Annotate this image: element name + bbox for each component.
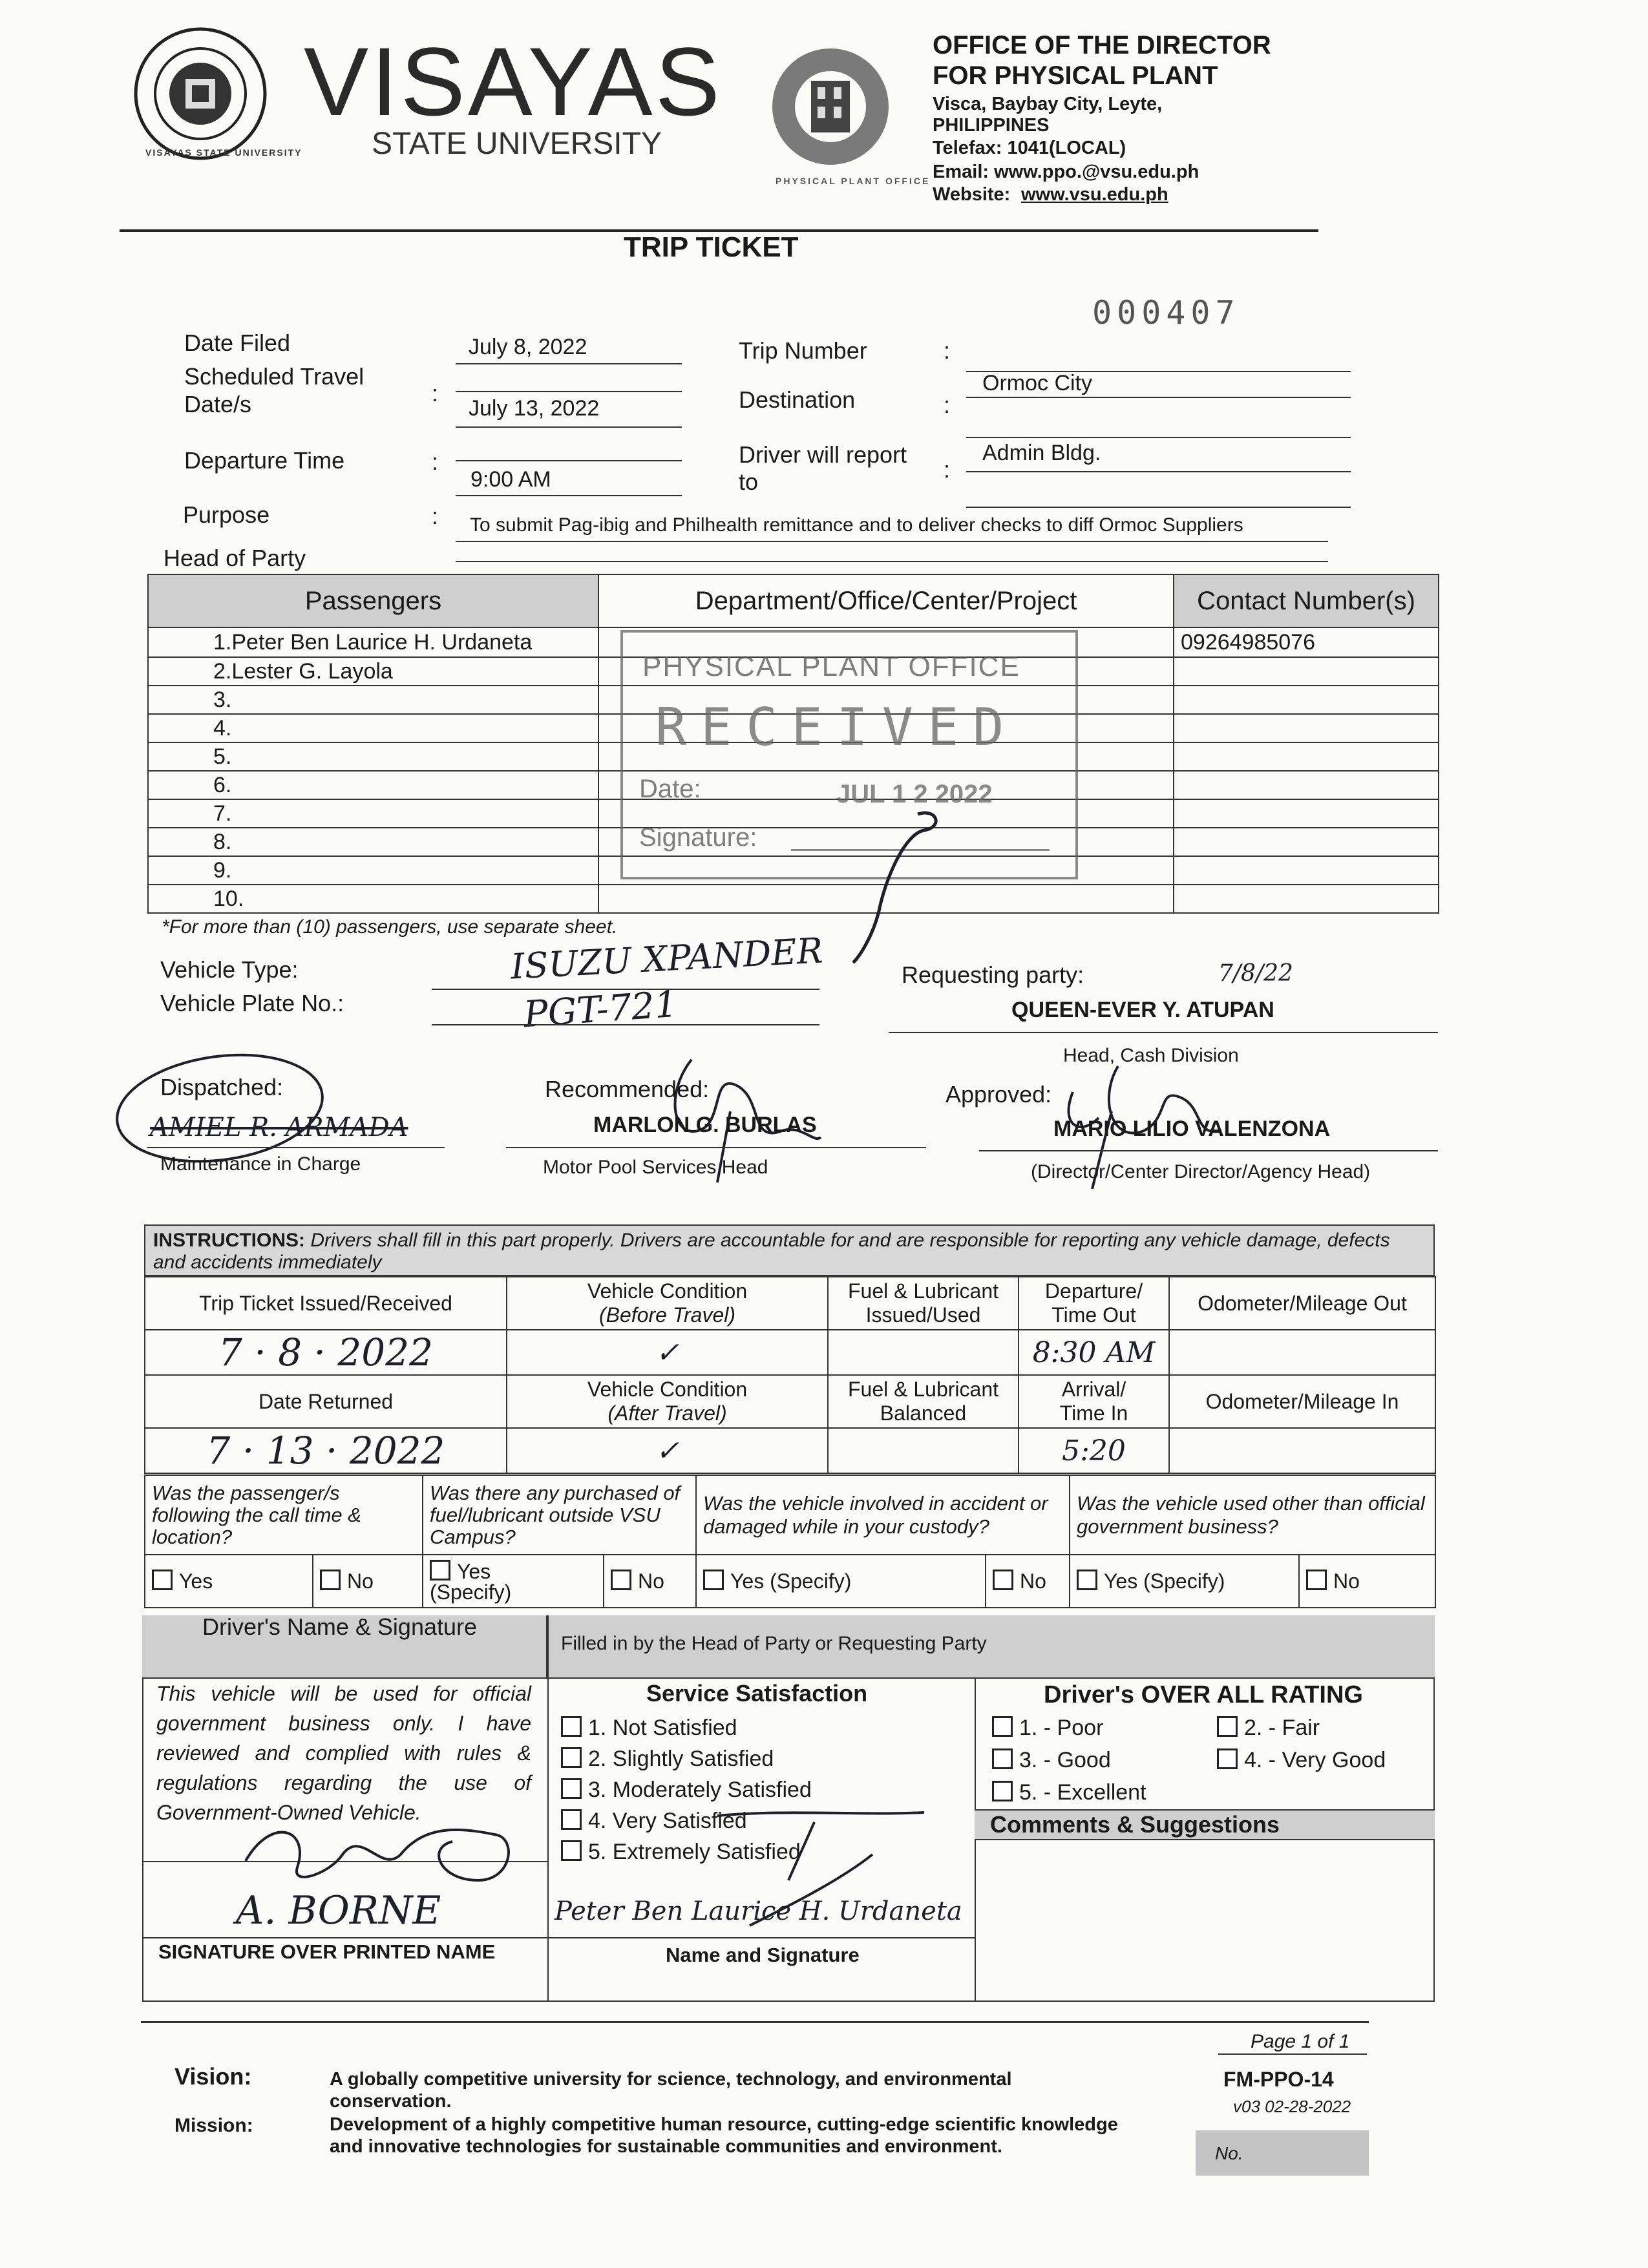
q3-yes-specify[interactable]: Yes (Specify) bbox=[696, 1555, 986, 1608]
passenger-name: 6. bbox=[148, 771, 598, 799]
vision-label: Vision: bbox=[174, 2063, 252, 2090]
purpose-line bbox=[456, 541, 1328, 542]
fuel-issued-header: Fuel & Lubricant Issued/Used bbox=[828, 1277, 1019, 1330]
question-call-time: Was the passenger/s following the call time & location? bbox=[145, 1475, 423, 1555]
issued-value: 7 · 8 · 2022 bbox=[145, 1330, 507, 1375]
arrival-value-cell: 5:20 bbox=[1019, 1428, 1169, 1473]
stamp-signature-label: Signature: bbox=[639, 823, 757, 852]
departure-line bbox=[456, 495, 682, 496]
cond-before-header: Vehicle Condition (Before Travel) bbox=[507, 1277, 828, 1330]
passenger-contact bbox=[1174, 686, 1439, 714]
mission-label: Mission: bbox=[174, 2115, 253, 2136]
date-filed-line bbox=[456, 363, 682, 364]
service-option[interactable]: 5. Extremely Satisfied bbox=[561, 1836, 962, 1867]
dispatched-line bbox=[147, 1147, 445, 1148]
signature-over-name: SIGNATURE OVER PRINTED NAME bbox=[158, 1940, 496, 1963]
form-code: FM-PPO-14 bbox=[1223, 2068, 1334, 2091]
service-option[interactable]: 4. Very Satisfied bbox=[561, 1805, 962, 1836]
passenger-name: 3. bbox=[148, 686, 598, 714]
ppo-logo-text: PHYSICAL PLANT OFFICE bbox=[776, 176, 931, 186]
trip-number-label: Trip Number bbox=[739, 337, 867, 364]
email: Email: www.ppo.@vsu.edu.ph bbox=[933, 162, 1199, 182]
rating-very-good[interactable]: 4. - Very Good bbox=[1217, 1748, 1386, 1773]
q2-yes-specify[interactable]: Yes (Specify) bbox=[423, 1555, 604, 1608]
vision-text-2: conservation. bbox=[330, 2091, 452, 2112]
mission-text-1: Development of a highly competitive human resource, cutting-edge scientific knowledge bbox=[330, 2114, 1118, 2135]
cond-before-value: ✓ bbox=[507, 1330, 828, 1375]
ppo-logo bbox=[750, 26, 911, 187]
approved-title: (Director/Center Director/Agency Head) bbox=[1031, 1161, 1371, 1182]
destination-label: Destination bbox=[739, 386, 856, 413]
destination-line bbox=[966, 397, 1351, 398]
question-other-use: Was the vehicle used other than official government business? bbox=[1070, 1475, 1435, 1555]
university-seal bbox=[132, 26, 268, 162]
date-filed-label: Date Filed bbox=[184, 330, 291, 356]
report-line-2 bbox=[966, 507, 1351, 508]
instructions-box bbox=[144, 1224, 1435, 1276]
passenger-name: 9. bbox=[148, 856, 598, 885]
stamp-received: RECEIVED bbox=[655, 697, 1019, 757]
vehicle-plate-label: Vehicle Plate No.: bbox=[160, 990, 344, 1016]
requesting-line bbox=[889, 1032, 1438, 1033]
sched-label-2: Date/s bbox=[184, 391, 252, 417]
vision-text-1: A globally competitive university for science, technology, and environmental bbox=[330, 2069, 1012, 2090]
driver-printed-name: A. BORNE bbox=[236, 1888, 441, 1933]
recommended-title: Motor Pool Services Head bbox=[543, 1157, 768, 1178]
fuel-balanced-header: Fuel & Lubricant Balanced bbox=[828, 1375, 1019, 1428]
returned-header: Date Returned bbox=[145, 1375, 507, 1428]
driver-header: Driver's Name & Signature bbox=[202, 1613, 478, 1640]
driver-statement: This vehicle will be used for official government business only. I have reviewed and complied with rules & regulations regarding the use of Government-Owned Vehicle. bbox=[156, 1682, 531, 1824]
q2-no[interactable]: No bbox=[604, 1555, 696, 1608]
mission-text-2: and innovative technologies for sustainable communities and environment. bbox=[330, 2136, 1002, 2157]
vehicle-type-label: Vehicle Type: bbox=[160, 956, 299, 983]
departure-label: Departure Time bbox=[184, 447, 345, 474]
address-line-2: PHILIPPINES bbox=[933, 115, 1050, 136]
date-filed-value: July 8, 2022 bbox=[469, 335, 587, 359]
arrival-header: Arrival/ Time In bbox=[1019, 1375, 1169, 1428]
instructions-text: Drivers shall fill in this part properly. Drivers are accountable for and are responsible for reporting any vehicle damage, defects and accidents immediately bbox=[153, 1230, 1390, 1273]
approved-line bbox=[979, 1150, 1438, 1151]
purpose-label: Purpose bbox=[183, 501, 270, 528]
service-header: Service Satisfaction bbox=[646, 1680, 868, 1706]
university-subtitle: STATE UNIVERSITY bbox=[372, 127, 662, 161]
passengers-header: Passengers bbox=[148, 574, 598, 627]
report-label-2: to bbox=[739, 468, 759, 495]
approved-label: Approved: bbox=[945, 1081, 1052, 1108]
report-label-1: Driver will report bbox=[739, 441, 907, 468]
rating-fair[interactable]: 2. - Fair bbox=[1217, 1716, 1320, 1741]
requesting-name: QUEEN-EVER Y. ATUPAN bbox=[1011, 998, 1274, 1022]
requesting-title: Head, Cash Division bbox=[1063, 1045, 1239, 1066]
purpose-colon: : bbox=[432, 503, 439, 529]
recommended-line bbox=[506, 1147, 926, 1148]
form-no-box bbox=[1196, 2130, 1369, 2176]
sched-colon: : bbox=[432, 380, 439, 406]
question-accident: Was the vehicle involved in accident or damaged while in your custody? bbox=[696, 1475, 1070, 1555]
passenger-contact bbox=[1174, 856, 1439, 885]
issued-header: Trip Ticket Issued/Received bbox=[145, 1277, 507, 1330]
passenger-contact bbox=[1174, 771, 1439, 799]
report-colon: : bbox=[944, 456, 951, 483]
passenger-name: 5. bbox=[148, 742, 598, 771]
vehicle-plate-value: PGT-721 bbox=[522, 983, 679, 1036]
q4-no[interactable]: No bbox=[1299, 1555, 1435, 1608]
serial-number: 000407 bbox=[1092, 294, 1240, 331]
telefax: Telefax: 1041(LOCAL) bbox=[933, 138, 1126, 158]
sched-line bbox=[456, 426, 682, 428]
cond-after-header: Vehicle Condition (After Travel) bbox=[507, 1375, 828, 1428]
recommended-name: MARLON G. BURLAS bbox=[593, 1113, 817, 1137]
footer-divider bbox=[141, 2021, 1369, 2023]
instructions-label: INSTRUCTIONS: bbox=[153, 1230, 305, 1251]
passenger-contact bbox=[1174, 657, 1439, 686]
university-name: VISAYAS bbox=[304, 27, 723, 136]
fuel-issued-value bbox=[828, 1330, 1019, 1375]
report-line bbox=[966, 471, 1351, 472]
service-option[interactable]: 2. Slightly Satisfied bbox=[561, 1743, 962, 1774]
odometer-in-value bbox=[1169, 1428, 1435, 1473]
odometer-in-header: Odometer/Mileage In bbox=[1169, 1375, 1435, 1428]
q4-yes-specify[interactable]: Yes (Specify) bbox=[1070, 1555, 1299, 1608]
destination-value: Ormoc City bbox=[982, 371, 1092, 395]
service-option[interactable]: 1. Not Satisfied bbox=[561, 1712, 962, 1743]
passenger-name: 1.Peter Ben Laurice H. Urdaneta bbox=[148, 627, 598, 657]
stamp-office: PHYSICAL PLANT OFFICE bbox=[642, 651, 1020, 682]
form-no-label: No. bbox=[1215, 2143, 1243, 2163]
office-title-1: OFFICE OF THE DIRECTOR bbox=[933, 31, 1271, 59]
cond-after-value: ✓ bbox=[507, 1428, 828, 1473]
passenger-name: 2.Lester G. Layola bbox=[148, 657, 598, 686]
recommended-label: Recommended: bbox=[545, 1076, 710, 1102]
q3-no[interactable]: No bbox=[986, 1555, 1070, 1608]
rating-excellent[interactable]: 5. - Excellent bbox=[992, 1780, 1146, 1805]
department-header: Department/Office/Center/Project bbox=[598, 574, 1174, 627]
requesting-label: Requesting party: bbox=[902, 961, 1084, 988]
odometer-out-header: Odometer/Mileage Out bbox=[1169, 1277, 1435, 1330]
report-to-value: Admin Bldg. bbox=[982, 441, 1101, 465]
sched-line-top bbox=[456, 391, 682, 392]
departure-line-top bbox=[456, 460, 682, 461]
sched-date-value: July 13, 2022 bbox=[469, 396, 600, 421]
dispatched-name: AMIEL R. ARMADA bbox=[150, 1113, 408, 1142]
requesting-initials-date: 7/8/22 bbox=[1218, 960, 1293, 987]
filled-by: Filled in by the Head of Party or Requesting Party bbox=[561, 1633, 987, 1654]
departure-value-cell: 8:30 AM bbox=[1019, 1330, 1169, 1375]
dispatched-title: Maintenance in Charge bbox=[160, 1153, 361, 1175]
head-of-party-label: Head of Party bbox=[164, 545, 306, 571]
name-and-signature: Name and Signature bbox=[666, 1944, 860, 1966]
website-label: Website: bbox=[933, 184, 1011, 205]
purpose-value: To submit Pag-ibig and Philhealth remittance and to deliver checks to diff Ormoc Suppliers bbox=[470, 514, 1243, 536]
departure-colon: : bbox=[432, 448, 439, 475]
service-signature-name: Peter Ben Laurice H. Urdaneta bbox=[555, 1896, 962, 1926]
stamp-signature-scribble bbox=[840, 801, 956, 969]
destination-colon: : bbox=[944, 392, 951, 418]
departure-header: Departure/ Time Out bbox=[1019, 1277, 1169, 1330]
dispatched-label: Dispatched: bbox=[160, 1074, 284, 1100]
stamp-date: JUL 1 2 2022 bbox=[836, 780, 993, 808]
address-line-1: Visca, Baybay City, Leyte, bbox=[933, 94, 1163, 114]
passenger-contact bbox=[1174, 742, 1439, 771]
odometer-out-value bbox=[1169, 1330, 1435, 1375]
passenger-contact: 09264985076 bbox=[1174, 627, 1439, 657]
fuel-balanced-value bbox=[828, 1428, 1019, 1473]
office-title-2: FOR PHYSICAL PLANT bbox=[933, 61, 1218, 90]
passenger-name: 10. bbox=[148, 885, 598, 913]
seal-text: VISAYAS STATE UNIVERSITY bbox=[145, 147, 302, 158]
service-option[interactable]: 3. Moderately Satisfied bbox=[561, 1774, 962, 1805]
passenger-contact bbox=[1174, 799, 1439, 828]
passenger-row bbox=[148, 885, 1439, 913]
q1-yes[interactable]: Yes bbox=[145, 1555, 313, 1608]
page-number: Page 1 of 1 bbox=[1251, 2031, 1350, 2052]
comments-header: Comments & Suggestions bbox=[990, 1811, 1280, 1838]
stamp-date-label: Date: bbox=[639, 775, 701, 803]
destination-line-2 bbox=[966, 437, 1351, 438]
form-title: TRIP TICKET bbox=[624, 231, 799, 263]
q1-no[interactable]: No bbox=[313, 1555, 423, 1608]
vehicle-type-value: ISUZU XPANDER bbox=[509, 930, 824, 987]
website-link[interactable]: www.vsu.edu.ph bbox=[1021, 184, 1168, 205]
trip-number-colon: : bbox=[944, 337, 951, 364]
travel-log-table bbox=[144, 1276, 1436, 1474]
departure-value: 9:00 AM bbox=[470, 467, 551, 492]
rating-poor[interactable]: 1. - Poor bbox=[992, 1716, 1103, 1741]
vehicle-plate-line bbox=[432, 1024, 819, 1025]
passenger-name: 4. bbox=[148, 714, 598, 742]
approved-name: MARIO LILIO VALENZONA bbox=[1053, 1117, 1331, 1141]
rating-header: Driver's OVER ALL RATING bbox=[1044, 1681, 1363, 1708]
passengers-note: *For more than (10) passengers, use separate sheet. bbox=[162, 916, 618, 938]
passenger-contact bbox=[1174, 885, 1439, 913]
sched-label-1: Scheduled Travel bbox=[184, 363, 364, 390]
passenger-name: 7. bbox=[148, 799, 598, 828]
question-fuel-purchase: Was there any purchased of fuel/lubricant outside VSU Campus? bbox=[423, 1475, 696, 1555]
questions-table bbox=[144, 1475, 1436, 1608]
head-of-party-line bbox=[456, 561, 1328, 562]
passenger-contact bbox=[1174, 828, 1439, 856]
passenger-contact bbox=[1174, 714, 1439, 742]
form-version: v03 02-28-2022 bbox=[1233, 2097, 1351, 2116]
contact-header: Contact Number(s) bbox=[1174, 574, 1439, 627]
returned-value: 7 · 13 · 2022 bbox=[145, 1428, 507, 1473]
rating-good[interactable]: 3. - Good bbox=[992, 1748, 1111, 1773]
passenger-name: 8. bbox=[148, 828, 598, 856]
